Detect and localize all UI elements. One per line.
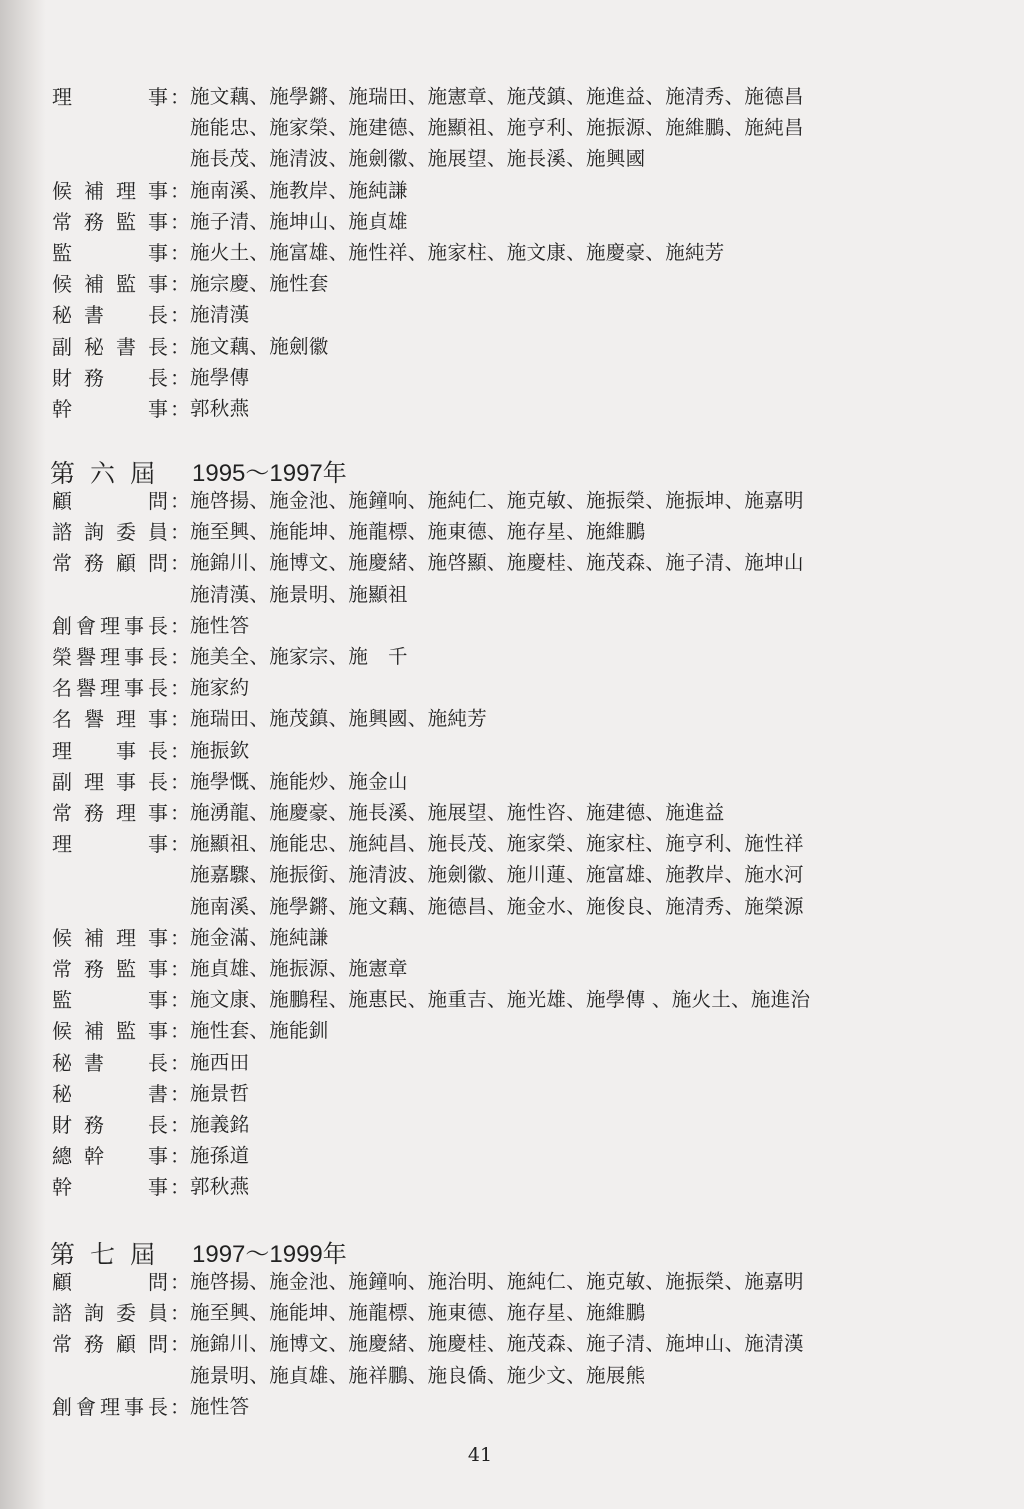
- role-title-char: 秘: [84, 335, 104, 359]
- colon-separator: ：: [170, 241, 190, 265]
- role-title-char: 長: [148, 366, 168, 390]
- role-title: [52, 394, 168, 424]
- member-names: 施至興、施能坤、施龍標、施東德、施存星、施維鵬: [190, 520, 646, 543]
- roster-row: [0, 332, 1024, 362]
- role-title: [52, 207, 168, 237]
- role-title: [52, 332, 168, 362]
- member-names: 施學慨、施能炒、施金山: [190, 770, 408, 793]
- role-title-char: 務: [84, 366, 104, 390]
- roster-row: [0, 923, 1024, 953]
- role-title-char: 理: [100, 645, 120, 669]
- role-title-char: 理: [116, 179, 136, 203]
- member-names: 施文藕、施學鏘、施瑞田、施憲章、施茂鎮、施進益、施清秀、施德昌: [190, 85, 804, 108]
- colon-separator: ：: [170, 366, 190, 390]
- member-names: 施南溪、施學鏘、施文藕、施德昌、施金水、施俊良、施清秀、施榮源: [190, 895, 804, 918]
- colon-separator: ：: [170, 1175, 190, 1199]
- role-title-char: 監: [116, 1019, 136, 1043]
- role-title: [52, 486, 168, 516]
- role-title-char: 顧: [116, 551, 136, 575]
- member-names: 施義銘: [190, 1113, 250, 1136]
- colon-separator: ：: [170, 832, 190, 856]
- member-names: 施至興、施能坤、施龍標、施東德、施存星、施維鵬: [190, 1301, 646, 1324]
- colon-separator: ：: [170, 520, 190, 544]
- role-title-char: 長: [148, 770, 168, 794]
- member-names: 施錦川、施博文、施慶緒、施慶桂、施茂森、施子清、施坤山、施清漢: [190, 1332, 804, 1355]
- role-title-char: 創: [52, 614, 72, 638]
- role-title-char: 候: [52, 272, 72, 296]
- member-names: 施長茂、施清波、施劍徽、施展望、施長溪、施興國: [190, 147, 646, 170]
- role-title-char: 問: [148, 551, 168, 575]
- roster-row: [0, 1392, 1024, 1422]
- colon-separator: ：: [170, 489, 190, 513]
- member-names: 施清漢、施景明、施顯祖: [190, 583, 408, 606]
- role-title: [52, 829, 168, 859]
- role-title-char: 常: [52, 210, 72, 234]
- role-title-char: 務: [84, 957, 104, 981]
- roster-row: [0, 1048, 1024, 1078]
- roster-row: [0, 269, 1024, 299]
- role-title-char: 事: [148, 210, 168, 234]
- roster-row: [0, 1110, 1024, 1140]
- role-title-char: 諮: [52, 1301, 72, 1325]
- role-title-char: 長: [148, 1395, 168, 1419]
- role-title-char: 理: [100, 614, 120, 638]
- role-title-char: 常: [52, 801, 72, 825]
- role-title-char: 事: [124, 614, 144, 638]
- roster-row: [0, 486, 1024, 516]
- colon-separator: ：: [170, 770, 190, 794]
- role-title: [52, 985, 168, 1015]
- role-title-char: 詢: [84, 1301, 104, 1325]
- role-title-char: 事: [116, 770, 136, 794]
- role-title-char: 理: [116, 926, 136, 950]
- member-names: 施湧龍、施慶豪、施長溪、施展望、施性咨、施建德、施進益: [190, 801, 725, 824]
- role-title: [52, 1298, 168, 1328]
- role-title: [52, 642, 168, 672]
- role-title: [52, 1048, 168, 1078]
- role-title-char: 監: [116, 272, 136, 296]
- role-title-char: 理: [84, 770, 104, 794]
- roster-row: [0, 1298, 1024, 1328]
- role-title-char: 長: [148, 335, 168, 359]
- roster-row-continuation: [0, 144, 1024, 174]
- role-title-char: 事: [148, 801, 168, 825]
- role-title-char: 補: [84, 1019, 104, 1043]
- role-title-char: 問: [148, 1332, 168, 1356]
- colon-separator: ：: [170, 1113, 190, 1137]
- role-title-char: 長: [148, 645, 168, 669]
- role-title-char: 補: [84, 926, 104, 950]
- role-title-char: 譽: [76, 645, 96, 669]
- role-title-char: 副: [52, 770, 72, 794]
- colon-separator: ：: [170, 801, 190, 825]
- role-title-char: 委: [116, 520, 136, 544]
- role-title-char: 事: [148, 397, 168, 421]
- role-title: [52, 517, 168, 547]
- role-title-char: 諮: [52, 520, 72, 544]
- colon-separator: ：: [170, 551, 190, 575]
- role-title-char: 員: [148, 1301, 168, 1325]
- colon-separator: ：: [170, 645, 190, 669]
- role-title-char: 事: [116, 739, 136, 763]
- member-names: 施西田: [190, 1051, 250, 1074]
- colon-separator: ：: [170, 179, 190, 203]
- role-title-char: 長: [148, 1113, 168, 1137]
- role-title-char: 事: [148, 241, 168, 265]
- role-title-char: 事: [148, 988, 168, 1012]
- role-title-char: 事: [148, 85, 168, 109]
- roster-row: [0, 829, 1024, 859]
- role-title-char: 總: [52, 1144, 72, 1168]
- roster-row: [0, 300, 1024, 330]
- role-title-char: 事: [148, 179, 168, 203]
- role-title: [52, 1267, 168, 1297]
- member-names: 施金滿、施純謙: [190, 926, 329, 949]
- role-title-char: 理: [100, 1395, 120, 1419]
- page-number: 41: [467, 1444, 493, 1466]
- role-title: [52, 1016, 168, 1046]
- colon-separator: ：: [170, 85, 190, 109]
- role-title-char: 長: [148, 1051, 168, 1075]
- role-title: [52, 176, 168, 206]
- role-title-char: 員: [148, 520, 168, 544]
- role-title-char: 務: [84, 1332, 104, 1356]
- roster-row: [0, 1016, 1024, 1046]
- role-title-char: 秘: [52, 1051, 72, 1075]
- role-title-char: 監: [116, 957, 136, 981]
- role-title-char: 譽: [84, 707, 104, 731]
- role-title-char: 財: [52, 1113, 72, 1137]
- roster-row: [0, 1079, 1024, 1109]
- role-title-char: 長: [148, 303, 168, 327]
- role-title-char: 事: [148, 957, 168, 981]
- member-names: 施家約: [190, 676, 250, 699]
- role-title: [52, 1141, 168, 1171]
- term-number-char: 屆: [130, 1240, 156, 1269]
- term-number-char: 第: [50, 459, 76, 488]
- role-title: [52, 1079, 168, 1109]
- colon-separator: ：: [170, 397, 190, 421]
- role-title-char: 創: [52, 1395, 72, 1419]
- colon-separator: ：: [170, 926, 190, 950]
- term-years: 1995～1997年: [192, 460, 347, 487]
- role-title-char: 事: [124, 1395, 144, 1419]
- colon-separator: ：: [170, 676, 190, 700]
- role-title-char: 理: [52, 739, 72, 763]
- role-title-char: 監: [116, 210, 136, 234]
- roster-row: [0, 517, 1024, 547]
- role-title-char: 務: [84, 551, 104, 575]
- role-title-char: 理: [100, 676, 120, 700]
- roster-row: [0, 1141, 1024, 1171]
- member-names: 施啓揚、施金池、施鐘响、施治明、施純仁、施克敏、施振榮、施嘉明: [190, 1270, 804, 1293]
- role-title-char: 事: [148, 926, 168, 950]
- term-number-char: 第: [50, 1240, 76, 1269]
- role-title-char: 理: [116, 801, 136, 825]
- role-title: [52, 1172, 168, 1202]
- member-names: 郭秋燕: [190, 1175, 250, 1198]
- role-title-char: 書: [148, 1082, 168, 1106]
- member-names: 施南溪、施教岸、施純謙: [190, 179, 408, 202]
- member-names: 施性套、施能釧: [190, 1019, 329, 1042]
- roster-row-continuation: [0, 580, 1024, 610]
- roster-row: [0, 1172, 1024, 1202]
- member-names: 施景哲: [190, 1082, 250, 1105]
- roster-row: [0, 1267, 1024, 1297]
- role-title-char: 事: [148, 707, 168, 731]
- role-title-char: 常: [52, 957, 72, 981]
- colon-separator: ：: [170, 1395, 190, 1419]
- roster-row: [0, 798, 1024, 828]
- role-title-char: 問: [148, 489, 168, 513]
- role-title-char: 事: [148, 1019, 168, 1043]
- role-title-char: 務: [84, 801, 104, 825]
- role-title-char: 候: [52, 1019, 72, 1043]
- role-title: [52, 611, 168, 641]
- role-title: [52, 767, 168, 797]
- role-title-char: 長: [148, 614, 168, 638]
- member-names: 施火土、施富雄、施性祥、施家柱、施文康、施慶豪、施純芳: [190, 241, 725, 264]
- colon-separator: ：: [170, 210, 190, 234]
- role-title-char: 書: [84, 303, 104, 327]
- roster-row-continuation: [0, 892, 1024, 922]
- role-title-char: 常: [52, 1332, 72, 1356]
- roster-row: [0, 363, 1024, 393]
- role-title: [52, 923, 168, 953]
- roster-row: [0, 673, 1024, 703]
- member-names: 施孫道: [190, 1144, 250, 1167]
- role-title-char: 名: [52, 707, 72, 731]
- roster-row: [0, 207, 1024, 237]
- colon-separator: ：: [170, 1082, 190, 1106]
- role-title-char: 幹: [52, 1175, 72, 1199]
- member-names: 施振欽: [190, 739, 250, 762]
- role-title-char: 候: [52, 926, 72, 950]
- role-title-char: 譽: [76, 676, 96, 700]
- term-years: 1997～1999年: [192, 1241, 347, 1268]
- role-title-char: 委: [116, 1301, 136, 1325]
- roster-row-continuation: [0, 113, 1024, 143]
- member-names: 施嘉驟、施振銜、施清波、施劍徽、施川蓮、施富雄、施教岸、施水河: [190, 863, 804, 886]
- member-names: 施文康、施鵬程、施惠民、施重吉、施光雄、施學傳 、施火土、施進治: [190, 988, 811, 1011]
- role-title-char: 候: [52, 179, 72, 203]
- term-number-char: 六: [90, 459, 116, 488]
- colon-separator: ：: [170, 739, 190, 763]
- colon-separator: ：: [170, 1051, 190, 1075]
- member-names: 施顯祖、施能忠、施純昌、施長茂、施家榮、施家柱、施亨利、施性祥: [190, 832, 804, 855]
- role-title-char: 事: [124, 676, 144, 700]
- member-names: 施性答: [190, 1395, 250, 1418]
- member-names: 施學傳: [190, 366, 250, 389]
- member-names: 施清漢: [190, 303, 250, 326]
- colon-separator: ：: [170, 335, 190, 359]
- member-names: 施子清、施坤山、施貞雄: [190, 210, 408, 233]
- role-title-char: 長: [148, 739, 168, 763]
- role-title-char: 問: [148, 1270, 168, 1294]
- role-title: [52, 269, 168, 299]
- member-names: 施貞雄、施振源、施憲章: [190, 957, 408, 980]
- role-title: [52, 300, 168, 330]
- role-title-char: 會: [76, 1395, 96, 1419]
- role-title: [52, 1392, 168, 1422]
- role-title: [52, 548, 168, 578]
- role-title-char: 顧: [116, 1332, 136, 1356]
- roster-row: [0, 985, 1024, 1015]
- term-number-char: 七: [90, 1240, 116, 1269]
- member-names: 施錦川、施博文、施慶緒、施啓顯、施慶桂、施茂森、施子清、施坤山: [190, 551, 804, 574]
- member-names: 施瑞田、施茂鎮、施興國、施純芳: [190, 707, 488, 730]
- role-title-char: 事: [148, 272, 168, 296]
- colon-separator: ：: [170, 957, 190, 981]
- roster-row: [0, 767, 1024, 797]
- role-title: [52, 954, 168, 984]
- colon-separator: ：: [170, 1270, 190, 1294]
- role-title-char: 會: [76, 614, 96, 638]
- roster-row: [0, 611, 1024, 641]
- colon-separator: ：: [170, 1019, 190, 1043]
- colon-separator: ：: [170, 707, 190, 731]
- role-title-char: 常: [52, 551, 72, 575]
- role-title-char: 書: [116, 335, 136, 359]
- member-names: 施文藕、施劍徽: [190, 335, 329, 358]
- role-title: [52, 736, 168, 766]
- role-title-char: 顧: [52, 489, 72, 513]
- roster-row: [0, 176, 1024, 206]
- roster-row: [0, 642, 1024, 672]
- member-names: 施啓揚、施金池、施鐘响、施純仁、施克敏、施振榮、施振坤、施嘉明: [190, 489, 804, 512]
- member-names: 施能忠、施家榮、施建德、施顯祖、施亨利、施振源、施維鵬、施純昌: [190, 116, 804, 139]
- role-title-char: 補: [84, 179, 104, 203]
- colon-separator: ：: [170, 1301, 190, 1325]
- roster-row: [0, 238, 1024, 268]
- term-number-char: 屆: [130, 459, 156, 488]
- role-title-char: 事: [148, 832, 168, 856]
- role-title-char: 監: [52, 241, 72, 265]
- role-title-char: 務: [84, 1113, 104, 1137]
- role-title-char: 補: [84, 272, 104, 296]
- role-title: [52, 1329, 168, 1359]
- role-title: [52, 363, 168, 393]
- role-title-char: 事: [124, 645, 144, 669]
- role-title-char: 事: [148, 1144, 168, 1168]
- role-title: [52, 798, 168, 828]
- member-names: 施美全、施家宗、施 千: [190, 645, 408, 668]
- roster-row-continuation: [0, 860, 1024, 890]
- role-title-char: 事: [148, 1175, 168, 1199]
- roster-row-continuation: [0, 1361, 1024, 1391]
- colon-separator: ：: [170, 614, 190, 638]
- member-names: 施性答: [190, 614, 250, 637]
- role-title-char: 理: [52, 85, 72, 109]
- roster-row: [0, 82, 1024, 112]
- role-title: [52, 1110, 168, 1140]
- colon-separator: ：: [170, 988, 190, 1012]
- role-title-char: 秘: [52, 1082, 72, 1106]
- roster-row: [0, 548, 1024, 578]
- role-title-char: 理: [116, 707, 136, 731]
- role-title-char: 理: [52, 832, 72, 856]
- colon-separator: ：: [170, 1144, 190, 1168]
- role-title-char: 財: [52, 366, 72, 390]
- member-names: 施景明、施貞雄、施祥鵬、施良僑、施少文、施展熊: [190, 1364, 646, 1387]
- member-names: 施宗慶、施性套: [190, 272, 329, 295]
- role-title-char: 幹: [84, 1144, 104, 1168]
- roster-row: [0, 954, 1024, 984]
- roster-row: [0, 1329, 1024, 1359]
- role-title-char: 幹: [52, 397, 72, 421]
- role-title-char: 詢: [84, 520, 104, 544]
- role-title: [52, 673, 168, 703]
- colon-separator: ：: [170, 272, 190, 296]
- roster-row: [0, 736, 1024, 766]
- role-title-char: 名: [52, 676, 72, 700]
- role-title-char: 秘: [52, 303, 72, 327]
- role-title-char: 顧: [52, 1270, 72, 1294]
- role-title-char: 副: [52, 335, 72, 359]
- colon-separator: ：: [170, 1332, 190, 1356]
- role-title: [52, 82, 168, 112]
- member-names: 郭秋燕: [190, 397, 250, 420]
- colon-separator: ：: [170, 303, 190, 327]
- role-title-char: 監: [52, 988, 72, 1012]
- role-title-char: 書: [84, 1051, 104, 1075]
- roster-row: [0, 394, 1024, 424]
- role-title-char: 榮: [52, 645, 72, 669]
- role-title-char: 長: [148, 676, 168, 700]
- role-title-char: 務: [84, 210, 104, 234]
- roster-row: [0, 704, 1024, 734]
- role-title: [52, 704, 168, 734]
- role-title: [52, 238, 168, 268]
